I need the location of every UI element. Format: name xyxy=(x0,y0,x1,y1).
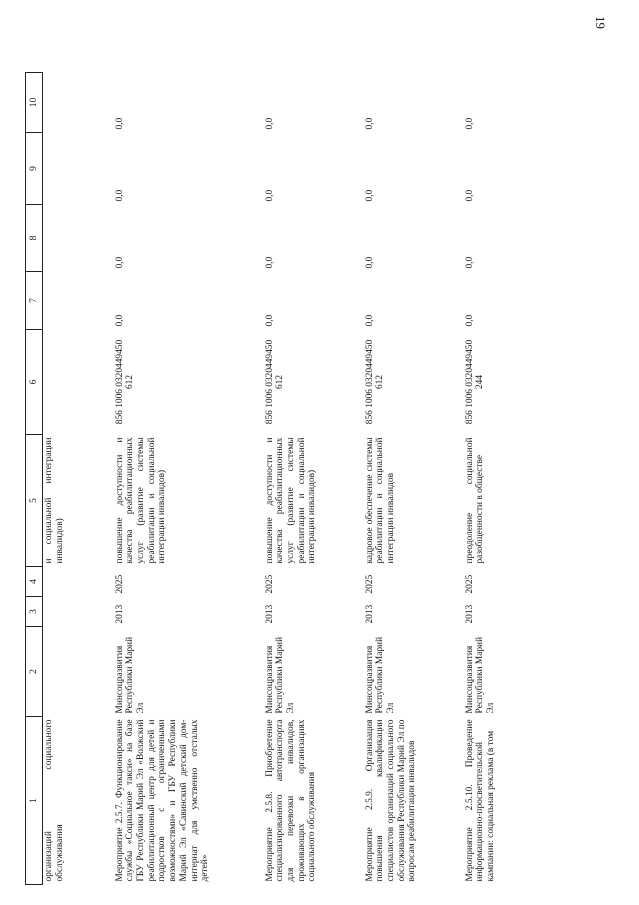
cell-value-8: 0,0 xyxy=(464,256,475,269)
cell-executor: Минсоцразвития Республики Марий Эл xyxy=(114,636,146,714)
cell-executor: Минсоцразвития Республики Марий Эл xyxy=(364,636,396,714)
header-col-9: 9 xyxy=(26,133,43,205)
cell-end-year: 2025 xyxy=(264,574,275,594)
cell-activity: Мероприятие 2.5.10. Проведение информационно-просветительской кампании: социальная реклама (в том xyxy=(464,719,496,882)
header-col-5: 5 xyxy=(26,435,43,567)
cell-activity: Мероприятие 2.5.7. Функционирование службы «Социальное такси» на базе ГБУ Республики Марий Эл «Волжский реабилитационный центр для детей и подростков с ограниченными возможностями» и ГБУ Республики Марий Эл «Савинский детский дом-интернат для умственно отсталых детей» xyxy=(114,719,211,882)
cell-result: кадровое обеспечение системы реабилитации и социальной интеграции инвалидов xyxy=(364,437,396,564)
cell-value-8: 0,0 xyxy=(114,256,125,269)
cell-budget-code: 856 1006 0320449450 244 xyxy=(464,339,486,425)
cell-value-8 xyxy=(43,205,113,272)
header-row xyxy=(26,73,43,885)
cell-start-year: 2013 xyxy=(114,604,125,624)
header-col-4: 4 xyxy=(26,567,43,597)
cell-value-7: 0,0 xyxy=(364,314,375,327)
header-col-3: 3 xyxy=(26,597,43,627)
cell-value-7: 0,0 xyxy=(114,314,125,327)
cell-value-7 xyxy=(43,272,113,330)
cell-result: повышение доступности и качества реабилитационных услуг (развитие системы реабилитации и социальной интеграции инвалидов) xyxy=(264,437,318,564)
table-row xyxy=(363,73,463,885)
cell-value-10 xyxy=(43,73,113,133)
header-col-1: 1 xyxy=(26,717,43,885)
cell-value-8: 0,0 xyxy=(264,256,275,269)
cell-result: преодоление социальной разобщенности в обществе xyxy=(464,437,486,564)
cell-end-year: 2025 xyxy=(464,574,475,594)
cell-budget-code xyxy=(43,330,113,435)
cell-end-year: 2025 xyxy=(364,574,375,594)
cell-start-year: 2013 xyxy=(464,604,475,624)
cell-activity: организаций социального обслуживания xyxy=(44,719,65,882)
header-col-2: 2 xyxy=(26,627,43,717)
cell-value-10: 0,0 xyxy=(114,117,125,130)
table-row xyxy=(263,73,363,885)
cell-activity: Мероприятие 2.5.8. Приобретение специализированного автотранспорта для перевозки инвалидов, проживающих в организациях социального обслуживания xyxy=(264,719,318,882)
cell-value-10: 0,0 xyxy=(364,117,375,130)
program-table xyxy=(25,72,523,885)
cell-start-year xyxy=(43,597,113,627)
header-col-10: 10 xyxy=(26,73,43,133)
header-col-6: 6 xyxy=(26,330,43,435)
cell-executor xyxy=(43,627,113,717)
table-row xyxy=(43,73,113,885)
table-row xyxy=(463,73,523,885)
table-row xyxy=(113,73,263,885)
cell-executor: Минсоцразвития Республики Марий Эл xyxy=(264,636,296,714)
cell-end-year xyxy=(43,567,113,597)
cell-value-7: 0,0 xyxy=(264,314,275,327)
cell-executor: Минсоцразвития Республики Марий Эл xyxy=(464,636,496,714)
cell-value-9: 0,0 xyxy=(114,189,125,202)
cell-value-10: 0,0 xyxy=(464,117,475,130)
cell-value-9 xyxy=(43,133,113,205)
cell-value-7: 0,0 xyxy=(464,314,475,327)
cell-value-8: 0,0 xyxy=(364,256,375,269)
header-col-7: 7 xyxy=(26,272,43,330)
header-col-8: 8 xyxy=(26,205,43,272)
page-number: 19 xyxy=(593,16,608,29)
cell-value-9: 0,0 xyxy=(464,189,475,202)
cell-start-year: 2013 xyxy=(364,604,375,624)
cell-result: повышение доступности и качества реабилитационных услуг (развитие системы реабилитации и социальной интеграции инвалидов) xyxy=(114,437,168,564)
cell-end-year: 2025 xyxy=(114,574,125,594)
cell-value-9: 0,0 xyxy=(364,189,375,202)
cell-start-year: 2013 xyxy=(264,604,275,624)
cell-value-10: 0,0 xyxy=(264,117,275,130)
cell-value-9: 0,0 xyxy=(264,189,275,202)
cell-budget-code: 856 1006 0320449450 612 xyxy=(264,339,286,425)
cell-activity: Мероприятие 2.5.9. Организация повышения квалификации специалистов организаций социального обслуживания Республики Марий Эл по вопросам реабилитации инвалидов xyxy=(364,719,418,882)
cell-budget-code: 856 1006 0320449450 612 xyxy=(114,339,136,425)
cell-result: и социальной интеграции инвалидов) xyxy=(44,437,65,564)
cell-budget-code: 856 1006 0320449450 612 xyxy=(364,339,386,425)
